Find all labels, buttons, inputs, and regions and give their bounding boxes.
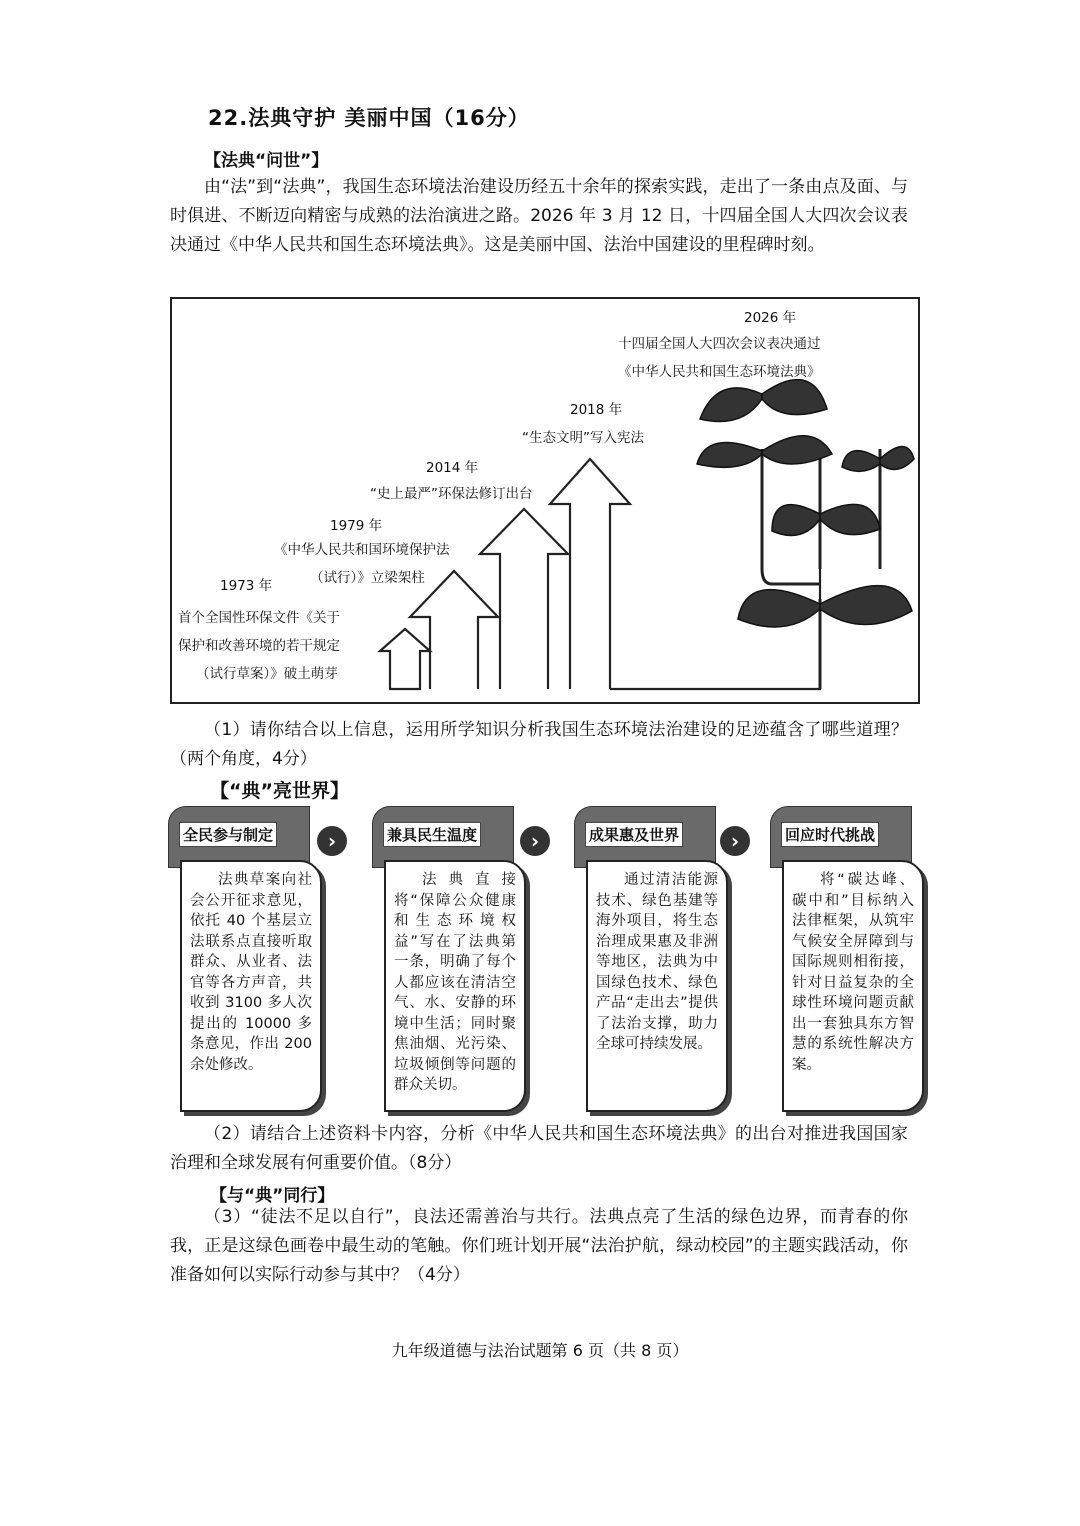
chevron-right-icon: › xyxy=(520,826,550,856)
chevron-right-icon: › xyxy=(720,826,750,856)
timeline-text-2018: “生态文明”写入宪法 xyxy=(522,430,644,446)
page-footer: 九年级道德与法治试题第 6 页（共 8 页） xyxy=(391,1341,689,1360)
timeline-text-1973-a: 首个全国性环保文件《关于 xyxy=(178,610,340,626)
timeline-year-1973: 1973 年 xyxy=(220,578,273,594)
card-tab xyxy=(574,806,716,868)
arrow-2014 xyxy=(480,509,568,689)
card-tab xyxy=(372,806,514,868)
card-body: 法典直接将“保障公众健康和生态环境权益”写在了法典第一条，明确了每个人都应该在清洁空气、水、安静的环境中生活；同时聚焦油烟、光污染、垃圾倾倒等问题的群众关切。 xyxy=(384,860,526,1112)
timeline-text-1973-b: 保护和改善环境的若干规定 xyxy=(178,638,340,654)
timeline-year-2026: 2026 年 xyxy=(744,310,797,326)
timeline-year-2018: 2018 年 xyxy=(570,402,623,418)
arrow-2018 xyxy=(550,459,630,689)
timeline-year-2014: 2014 年 xyxy=(426,460,479,476)
card-title: 全民参与制定 xyxy=(179,822,277,847)
chevron-right-icon: › xyxy=(317,826,347,856)
question-title: 22.法典守护 美丽中国（16分） xyxy=(208,106,530,130)
question-1: （1）请你结合以上信息，运用所学知识分析我国生态环境法治建设的足迹蕴含了哪些道理？（两个角度，4分） xyxy=(170,720,908,769)
timeline-figure xyxy=(170,297,920,704)
timeline-text-2014: “史上最严”环保法修订出台 xyxy=(370,486,533,502)
timeline-text-1979-a: 《中华人民共和国环境保护法 xyxy=(274,542,450,558)
section-paragraph-1: 由“法”到“法典”，我国生态环境法治建设历经五十余年的探索实践，走出了一条由点及面、与时俱进、不断迈向精密与成熟的法治演进之路。2026 年 3 月 12 日，十四届全国人大四次会议表决通过《中华人民共和国生态环境法典》。这是美丽中国、法治中国建设的里程碑时刻。 xyxy=(170,177,908,255)
question-2: （2）请结合上述资料卡内容，分析《中华人民共和国生态环境法典》的出台对推进我国国家治理和全球发展有何重要价值。（8分） xyxy=(170,1124,908,1173)
timeline-text-1973-c: （试行草案）》破土萌芽 xyxy=(196,666,338,682)
card-title: 成果惠及世界 xyxy=(585,822,683,847)
question-3: （3）“徒法不足以自行”，良法还需善治与共行。法典点亮了生活的绿色边界，而青春的你我，正是这绿色画卷中最生动的笔触。你们班计划开展“法治护航，绿动校园”的主题实践活动，你准备如何以实际行动参与其中？（4分） xyxy=(170,1207,908,1285)
timeline-text-2026-b: 《中华人民共和国生态环境法典》 xyxy=(618,364,821,380)
baseline-stem xyxy=(610,569,820,689)
timeline-text-2026-a: 十四届全国人大四次会议表决通过 xyxy=(618,336,821,352)
card-body: 将“碳达峰、碳中和”目标纳入法律框架，从筑牢气候安全屏障到与国际规则相衔接，针对日益复杂的全球性环境问题贡献出一套独具东方智慧的系统性解决方案。 xyxy=(782,860,924,1112)
info-card-4 xyxy=(770,806,938,1116)
info-card-3 xyxy=(574,806,742,1116)
card-body: 法典草案向社会公开征求意见，依托 40 个基层立法联系点直接听取群众、从业者、法官等各方声音，共收到 3100 多人次提出的 10000 多条意见，作出 200 余处修改。 xyxy=(180,860,322,1112)
info-card-2 xyxy=(372,806,540,1116)
timeline-year-1979: 1979 年 xyxy=(330,518,383,534)
info-card-1 xyxy=(168,806,336,1116)
card-tab xyxy=(770,806,912,868)
card-tab xyxy=(168,806,310,868)
arrow-1973 xyxy=(380,629,430,689)
section-heading-2: 【“典”亮世界】 xyxy=(210,780,349,802)
timeline-text-1979-b: （试行）》立梁架柱 xyxy=(310,570,425,586)
section-heading-3: 【与“典”同行】 xyxy=(210,1186,335,1206)
card-body: 通过清洁能源技术、绿色基建等海外项目，将生态治理成果惠及非洲等地区，法典为中国绿色技术、绿色产品“走出去”提供了法治支撑，助力全球可持续发展。 xyxy=(586,860,728,1112)
card-title: 兼具民生温度 xyxy=(383,822,481,847)
section-heading-1: 【法典“问世”】 xyxy=(204,151,329,171)
card-title: 回应时代挑战 xyxy=(781,822,879,847)
